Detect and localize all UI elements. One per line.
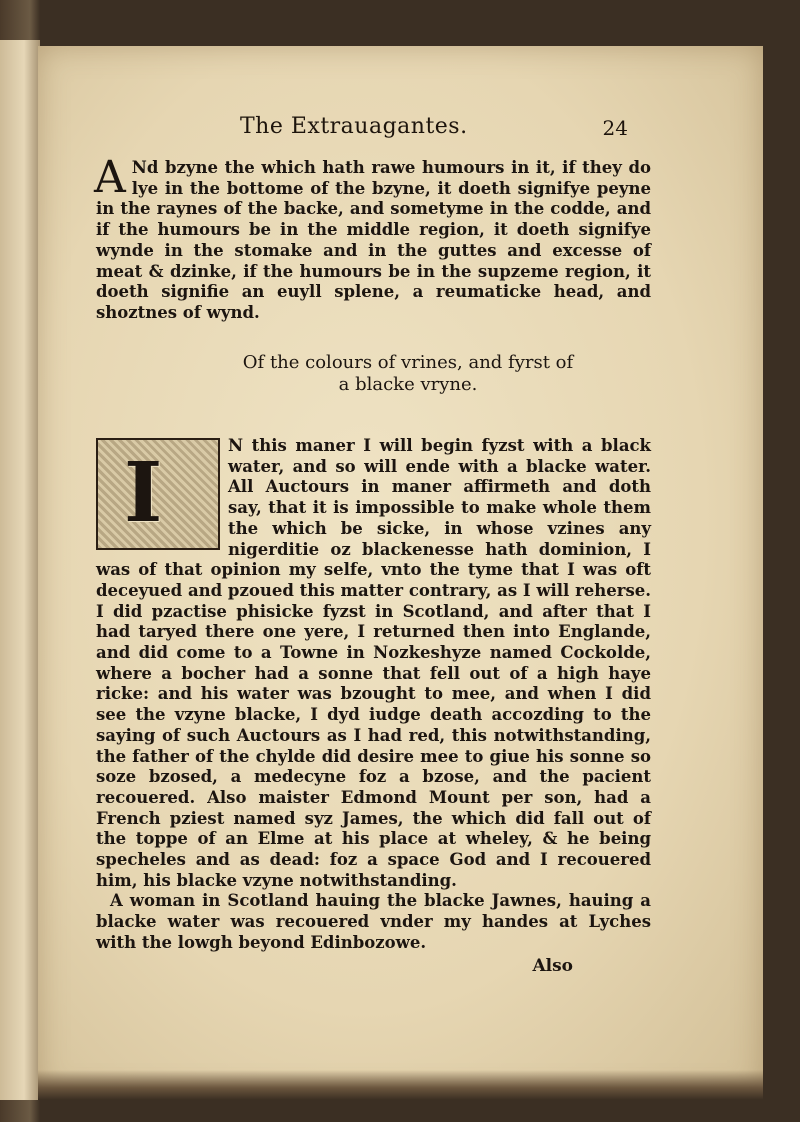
paragraph-2-text: N this maner I will begin fyzst with a black water, and so will ende with a blacke water. All Auctours in maner affirmeth and doth say, that it is impossible to make whole them the which be sicke, in whose vzines any nigerditie oz blackenesse hath dominion, I was of that opinion my selfe, vnto the tyme that I was oft deceyued and pzoued this matter contrary, as I will reherse. I did pzactise phisicke fyzst in Scotland, and after that I had taryed there one yere, I returned then into Englande, and did come to a Towne in Nozkeshyze named Cockolde, where a bocher had a sonne that fell out of a high haye ricke: and his water was bzought to mee, and when I did see the vzyne blacke, I dyd iudge death accozding to the saying of such Auctours as I had red, this notwithstanding, the father of the chylde did desire mee to giue his sonne so soze bzosed, a medecyne foz a bzose, and the pacient recouered. Also maister Edmond Mount per son, had a French pziest named syz James, the which did fall out of the toppe of an Elme at his place at wheley, & he being specheles and as dead: foz a space God and I recouered him, his blacke vzyne notwithstanding. — [96, 436, 651, 890]
section-heading — [148, 352, 668, 396]
initial-letter-a: A — [94, 152, 126, 203]
paragraph-urine-humours — [94, 152, 651, 324]
paragraph-3-text: A woman in Scotland hauing the blacke Jawnes, hauing a blacke water was recouered vnder my handes at Lyches with the lowgh beyond Edinbozowe. — [96, 891, 651, 952]
decorated-drop-cap — [96, 438, 220, 550]
facing-page-edge — [0, 40, 40, 1100]
section-heading-line-2: a blacke vryne. — [338, 374, 478, 395]
running-title: The Extrauagantes. — [240, 114, 468, 139]
page-number: 24 — [602, 116, 628, 140]
drop-cap-letter: I — [124, 445, 163, 541]
paragraph-1-text: Nd bzyne the which hath rawe humours in it, if they do lye in the bottome of the bzyne, it doeth signifye peyne in the raynes of the backe, and sometyme in the codde, and if the humours be in the middle region, it doeth signifye wynde in the stomake and in the guttes and excesse of meat & dzinke, if the humours be in the supzeme region, it doeth signifie an euyll splene, a reumaticke head, and shoztnes of wynd. — [96, 158, 651, 322]
page-bottom-edge — [38, 1070, 763, 1100]
paragraph-black-urine — [96, 436, 651, 954]
section-heading-line-1: Of the colours of vrines, and fyrst of — [242, 352, 574, 373]
book-page — [38, 46, 763, 1096]
catchword: Also — [532, 956, 573, 976]
page-header — [38, 114, 763, 144]
